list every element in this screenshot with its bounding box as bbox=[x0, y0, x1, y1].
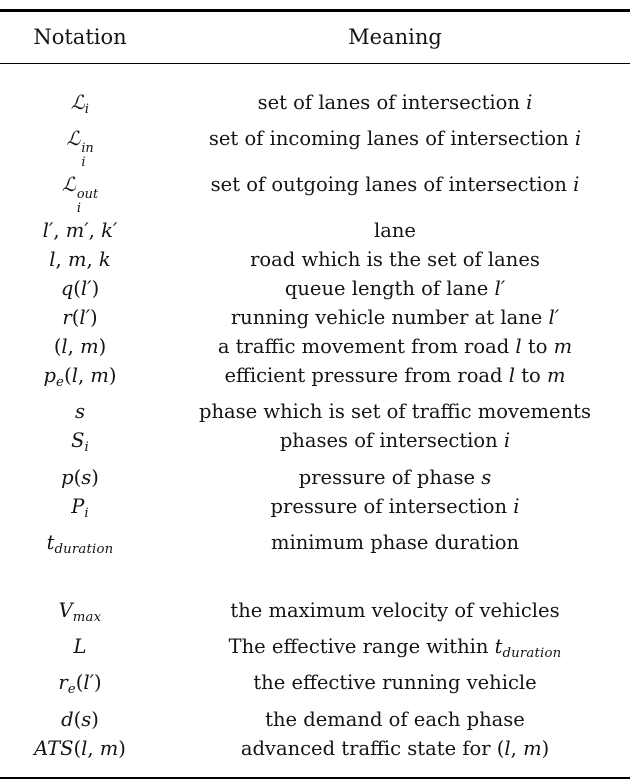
text-segment: minimum phase duration bbox=[270, 530, 520, 554]
notation-cell bbox=[0, 668, 160, 704]
text-segment: i bbox=[84, 440, 89, 456]
notation-cell bbox=[0, 88, 160, 124]
text-segment: ) bbox=[98, 335, 107, 359]
text-segment: ) bbox=[94, 671, 102, 695]
text-segment: set of incoming lanes of intersection bbox=[208, 127, 575, 151]
text-segment: ( bbox=[73, 277, 81, 301]
table-row bbox=[0, 361, 630, 397]
text-segment: i bbox=[503, 429, 511, 453]
text-segment: q bbox=[60, 277, 74, 301]
text-segment: i bbox=[573, 173, 580, 197]
meaning-cell bbox=[160, 170, 630, 216]
text-segment: , bbox=[87, 736, 100, 760]
meaning-cell bbox=[160, 332, 630, 361]
text-segment: ℒ bbox=[66, 127, 81, 151]
meaning-cell bbox=[160, 463, 630, 492]
header-meaning: Meaning bbox=[348, 24, 442, 49]
text-segment: a traffic movement from road bbox=[217, 335, 516, 359]
notation-cell bbox=[0, 463, 160, 492]
text-segment: V bbox=[58, 598, 73, 622]
text-segment: t bbox=[494, 635, 503, 659]
row-group bbox=[0, 88, 630, 564]
text-segment: , bbox=[55, 248, 68, 272]
text-segment: s bbox=[74, 400, 85, 424]
header-rule bbox=[0, 63, 630, 65]
text-segment: m bbox=[523, 736, 542, 760]
notation-cell bbox=[0, 632, 160, 668]
text-segment: i bbox=[513, 494, 520, 518]
text-segment: i bbox=[84, 505, 89, 521]
text-segment: running vehicle number at lane bbox=[230, 306, 549, 330]
text-segment: m bbox=[99, 736, 119, 760]
text-segment: l bbox=[508, 364, 515, 388]
notation-cell bbox=[0, 705, 160, 734]
text-segment: the effective running vehicle bbox=[253, 671, 537, 695]
text-segment: i bbox=[574, 127, 582, 151]
text-segment: ( bbox=[64, 364, 72, 388]
text-segment: , bbox=[86, 248, 99, 272]
text-segment: the demand of each phase bbox=[265, 707, 525, 731]
text-segment: e bbox=[56, 375, 65, 391]
meaning-cell bbox=[160, 303, 630, 332]
table-row bbox=[0, 397, 630, 426]
table-row bbox=[0, 170, 630, 216]
text-segment: The effective range within bbox=[228, 635, 495, 659]
text-segment: to bbox=[521, 335, 554, 359]
table-row bbox=[0, 734, 630, 763]
text-segment: l bbox=[49, 248, 56, 272]
meaning-cell bbox=[160, 632, 630, 668]
text-segment: set of outgoing lanes of intersection bbox=[210, 173, 574, 197]
table-row bbox=[0, 492, 630, 528]
table-row bbox=[0, 705, 630, 734]
table-row bbox=[0, 274, 630, 303]
text-segment: r bbox=[58, 671, 68, 695]
text-segment: l′ bbox=[548, 306, 560, 330]
row-group bbox=[0, 596, 630, 763]
meaning-cell bbox=[160, 397, 630, 426]
text-segment: d bbox=[61, 707, 74, 731]
table-row bbox=[0, 596, 630, 632]
table-row bbox=[0, 632, 630, 668]
text-segment: max bbox=[72, 610, 102, 626]
text-segment: ( bbox=[73, 736, 82, 760]
notation-cell bbox=[0, 397, 160, 426]
notation-cell bbox=[0, 332, 160, 361]
meaning-cell bbox=[160, 492, 630, 528]
table-row bbox=[0, 668, 630, 704]
text-segment: ) bbox=[91, 465, 99, 489]
text-segment: S bbox=[71, 429, 85, 453]
notation-cell bbox=[0, 170, 160, 216]
text-segment: l bbox=[61, 335, 68, 359]
text-segment: k′ bbox=[101, 219, 118, 243]
table-header bbox=[0, 12, 630, 63]
text-segment: l bbox=[504, 736, 511, 760]
meaning-cell bbox=[160, 734, 630, 763]
text-segment: s bbox=[81, 465, 92, 489]
meaning-cell bbox=[160, 528, 630, 564]
text-segment: ℒ bbox=[70, 91, 85, 115]
text-segment: l′ bbox=[494, 277, 506, 301]
text-segment: pressure of phase bbox=[298, 465, 482, 489]
text-segment: , bbox=[53, 219, 66, 243]
text-segment: duration bbox=[502, 646, 562, 662]
notation-cell bbox=[0, 274, 160, 303]
text-segment: l bbox=[81, 736, 88, 760]
text-segment: advanced traffic state for ( bbox=[240, 736, 505, 760]
text-segment: m bbox=[546, 364, 566, 388]
notation-cell bbox=[0, 426, 160, 462]
meaning-cell bbox=[160, 245, 630, 274]
table-body bbox=[0, 88, 630, 763]
header-notation: Notation bbox=[33, 24, 127, 49]
text-segment: l′ bbox=[83, 671, 95, 695]
table-row bbox=[0, 528, 630, 564]
text-segment: p bbox=[61, 465, 74, 489]
notation-cell bbox=[0, 245, 160, 274]
meaning-cell bbox=[160, 88, 630, 124]
table-row bbox=[0, 88, 630, 124]
notation-cell bbox=[0, 596, 160, 632]
meaning-cell bbox=[160, 361, 630, 397]
meaning-cell bbox=[160, 216, 630, 245]
notation-cell bbox=[0, 303, 160, 332]
text-segment: l bbox=[71, 364, 78, 388]
text-segment: ( bbox=[71, 306, 80, 330]
notation-cell bbox=[0, 216, 160, 245]
text-segment: k bbox=[98, 248, 111, 272]
text-segment: set of lanes of intersection bbox=[257, 91, 527, 115]
text-segment: m bbox=[67, 248, 87, 272]
text-segment: s bbox=[481, 465, 492, 489]
text-segment: s bbox=[81, 707, 92, 731]
text-segment: phases of intersection bbox=[279, 429, 504, 453]
text-segment: m bbox=[553, 335, 573, 359]
text-segment: phase which is set of traffic movements bbox=[199, 400, 591, 424]
meaning-cell bbox=[160, 705, 630, 734]
text-segment: l′ bbox=[80, 277, 92, 301]
notation-cell bbox=[0, 361, 160, 397]
text-segment: to bbox=[515, 364, 547, 388]
text-segment: road which is the set of lanes bbox=[250, 248, 540, 272]
text-segment: l′ bbox=[79, 306, 90, 330]
text-segment: , bbox=[88, 219, 102, 243]
text-segment: ( bbox=[73, 707, 82, 731]
text-segment: the maximum velocity of vehicles bbox=[230, 598, 560, 622]
notation-cell bbox=[0, 124, 160, 170]
meaning-cell bbox=[160, 668, 630, 704]
text-segment: l′ bbox=[42, 219, 54, 243]
text-segment: L bbox=[73, 635, 87, 659]
meaning-cell bbox=[160, 124, 630, 170]
text-segment: ( bbox=[73, 465, 82, 489]
table-row bbox=[0, 124, 630, 170]
table-row bbox=[0, 216, 630, 245]
text-segment: ) bbox=[108, 364, 117, 388]
meaning-cell bbox=[160, 426, 630, 462]
table-row bbox=[0, 245, 630, 274]
text-segment: ) bbox=[91, 707, 99, 731]
text-segment: ( bbox=[75, 671, 84, 695]
text-segment: ) bbox=[90, 306, 98, 330]
text-segment: i bbox=[526, 91, 533, 115]
text-segment: ( bbox=[53, 335, 62, 359]
table-row bbox=[0, 426, 630, 462]
text-segment: pressure of intersection bbox=[270, 494, 514, 518]
notation-cell bbox=[0, 492, 160, 528]
text-segment: efficient pressure from road bbox=[224, 364, 509, 388]
text-segment: ) bbox=[541, 736, 550, 760]
text-segment: m′ bbox=[65, 219, 89, 243]
sub-sup-stack: in i bbox=[81, 141, 94, 171]
text-segment: ℒ bbox=[61, 173, 76, 197]
notation-cell bbox=[0, 734, 160, 763]
text-segment: i bbox=[84, 102, 90, 118]
text-segment: ) bbox=[91, 277, 100, 301]
text-segment: l bbox=[515, 335, 522, 359]
text-segment: m bbox=[80, 335, 99, 359]
table-row bbox=[0, 332, 630, 361]
notation-cell bbox=[0, 528, 160, 564]
table-row bbox=[0, 463, 630, 492]
text-segment: queue length of lane bbox=[284, 277, 495, 301]
text-segment: r bbox=[62, 306, 72, 330]
text-segment: , bbox=[77, 364, 91, 388]
text-segment: duration bbox=[54, 541, 114, 557]
text-segment: ATS bbox=[34, 736, 74, 760]
text-segment: m bbox=[90, 364, 109, 388]
text-segment: P bbox=[71, 494, 85, 518]
text-segment: e bbox=[67, 682, 76, 698]
sub-sup-stack: out i bbox=[76, 187, 99, 217]
text-segment: lane bbox=[374, 219, 416, 243]
text-segment: p bbox=[43, 364, 57, 388]
meaning-cell bbox=[160, 274, 630, 303]
text-segment: , bbox=[510, 736, 524, 760]
table-row bbox=[0, 303, 630, 332]
meaning-cell bbox=[160, 596, 630, 632]
text-segment: ) bbox=[118, 736, 126, 760]
text-segment: , bbox=[67, 335, 81, 359]
text-segment: t bbox=[46, 530, 55, 554]
